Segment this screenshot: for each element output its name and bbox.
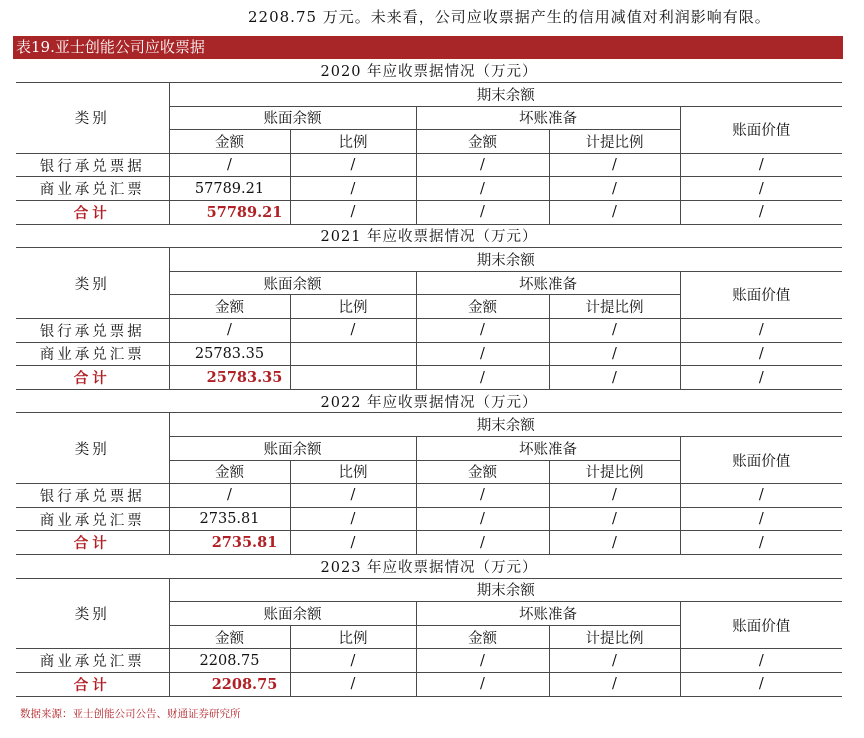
ratio-cell: / bbox=[290, 484, 416, 508]
amount-header: 金额 bbox=[169, 460, 290, 484]
amount-header: 金额 bbox=[169, 295, 290, 319]
total-row bbox=[16, 672, 842, 696]
bad-debt-amount-header: 金额 bbox=[416, 460, 549, 484]
provision-ratio-header: 计提比例 bbox=[549, 130, 680, 154]
amount-cell: 2735.81 bbox=[169, 531, 290, 555]
book-balance-header: 账面余额 bbox=[169, 602, 416, 626]
book-value-cell: / bbox=[680, 531, 842, 555]
section-title-row bbox=[16, 59, 842, 83]
row-label: 商业承兑汇票 bbox=[16, 342, 169, 366]
book-value-header: 账面价值 bbox=[680, 602, 842, 649]
bad-debt-amount-cell: / bbox=[416, 153, 549, 177]
book-value-header: 账面价值 bbox=[680, 106, 842, 153]
row-label: 银行承兑票据 bbox=[16, 153, 169, 177]
table-row bbox=[16, 342, 842, 366]
receivables-table bbox=[16, 59, 842, 697]
provision-ratio-cell: / bbox=[549, 342, 680, 366]
bad-debt-amount-cell: / bbox=[416, 201, 549, 225]
bad-debt-provision-header: 坏账准备 bbox=[416, 106, 680, 130]
ratio-cell: / bbox=[290, 153, 416, 177]
period-balance-header: 期末余额 bbox=[169, 578, 842, 602]
table-row bbox=[16, 484, 842, 508]
header-row bbox=[16, 248, 842, 272]
bad-debt-amount-header: 金额 bbox=[416, 625, 549, 649]
provision-ratio-cell: / bbox=[549, 507, 680, 531]
book-value-cell: / bbox=[680, 201, 842, 225]
book-value-cell: / bbox=[680, 507, 842, 531]
amount-cell: 57789.21 bbox=[169, 201, 290, 225]
amount-cell: 2208.75 bbox=[169, 672, 290, 696]
amount-cell: 2735.81 bbox=[169, 507, 290, 531]
section-title: 2020 年应收票据情况（万元） bbox=[16, 59, 842, 83]
table-row bbox=[16, 153, 842, 177]
book-value-cell: / bbox=[680, 366, 842, 390]
category-header: 类别 bbox=[16, 413, 169, 484]
provision-ratio-cell: / bbox=[549, 201, 680, 225]
bad-debt-amount-cell: / bbox=[416, 507, 549, 531]
table-row bbox=[16, 177, 842, 201]
amount-cell: 57789.21 bbox=[169, 177, 290, 201]
book-value-header: 账面价值 bbox=[680, 437, 842, 484]
bad-debt-provision-header: 坏账准备 bbox=[416, 271, 680, 295]
book-value-cell: / bbox=[680, 319, 842, 343]
header-row bbox=[16, 413, 842, 437]
section-title: 2021 年应收票据情况（万元） bbox=[16, 224, 842, 248]
book-balance-header: 账面余额 bbox=[169, 437, 416, 461]
provision-ratio-cell: / bbox=[549, 672, 680, 696]
book-value-cell: / bbox=[680, 342, 842, 366]
period-balance-header: 期末余额 bbox=[169, 413, 842, 437]
ratio-header: 比例 bbox=[290, 460, 416, 484]
amount-cell: 25783.35 bbox=[169, 342, 290, 366]
category-header: 类别 bbox=[16, 83, 169, 154]
amount-cell: 2208.75 bbox=[169, 649, 290, 673]
amount-cell: / bbox=[169, 484, 290, 508]
book-value-header: 账面价值 bbox=[680, 271, 842, 318]
section-title: 2023 年应收票据情况（万元） bbox=[16, 554, 842, 578]
bad-debt-amount-cell: / bbox=[416, 177, 549, 201]
row-label: 合计 bbox=[16, 672, 169, 696]
bad-debt-amount-cell: / bbox=[416, 672, 549, 696]
ratio-header: 比例 bbox=[290, 625, 416, 649]
ratio-cell: / bbox=[290, 319, 416, 343]
total-row bbox=[16, 201, 842, 225]
total-row bbox=[16, 531, 842, 555]
table-row bbox=[16, 507, 842, 531]
bad-debt-amount-cell: / bbox=[416, 484, 549, 508]
ratio-cell bbox=[290, 366, 416, 390]
bad-debt-amount-header: 金额 bbox=[416, 295, 549, 319]
row-label: 商业承兑汇票 bbox=[16, 177, 169, 201]
ratio-header: 比例 bbox=[290, 295, 416, 319]
bad-debt-amount-header: 金额 bbox=[416, 130, 549, 154]
header-row bbox=[16, 83, 842, 107]
ratio-cell: / bbox=[290, 177, 416, 201]
row-label: 合计 bbox=[16, 366, 169, 390]
ratio-cell: / bbox=[290, 201, 416, 225]
row-label: 商业承兑汇票 bbox=[16, 507, 169, 531]
bad-debt-amount-cell: / bbox=[416, 531, 549, 555]
bad-debt-amount-cell: / bbox=[416, 319, 549, 343]
row-label: 银行承兑票据 bbox=[16, 484, 169, 508]
amount-header: 金额 bbox=[169, 130, 290, 154]
ratio-cell: / bbox=[290, 649, 416, 673]
bad-debt-provision-header: 坏账准备 bbox=[416, 602, 680, 626]
bad-debt-provision-header: 坏账准备 bbox=[416, 437, 680, 461]
category-header: 类别 bbox=[16, 248, 169, 319]
table-caption: 表19.亚士创能公司应收票据 bbox=[13, 36, 843, 59]
row-label: 商业承兑汇票 bbox=[16, 649, 169, 673]
amount-cell: / bbox=[169, 319, 290, 343]
book-value-cell: / bbox=[680, 177, 842, 201]
bad-debt-amount-cell: / bbox=[416, 649, 549, 673]
row-label: 银行承兑票据 bbox=[16, 319, 169, 343]
amount-header: 金额 bbox=[169, 625, 290, 649]
table-row bbox=[16, 319, 842, 343]
bad-debt-amount-cell: / bbox=[416, 342, 549, 366]
row-label: 合计 bbox=[16, 201, 169, 225]
book-balance-header: 账面余额 bbox=[169, 106, 416, 130]
section-title-row bbox=[16, 224, 842, 248]
book-value-cell: / bbox=[680, 484, 842, 508]
section-title-row bbox=[16, 389, 842, 413]
provision-ratio-cell: / bbox=[549, 177, 680, 201]
provision-ratio-cell: / bbox=[549, 153, 680, 177]
bad-debt-amount-cell: / bbox=[416, 366, 549, 390]
ratio-cell: / bbox=[290, 672, 416, 696]
provision-ratio-cell: / bbox=[549, 531, 680, 555]
amount-cell: / bbox=[169, 153, 290, 177]
row-label: 合计 bbox=[16, 531, 169, 555]
provision-ratio-cell: / bbox=[549, 484, 680, 508]
book-value-cell: / bbox=[680, 153, 842, 177]
period-balance-header: 期末余额 bbox=[169, 83, 842, 107]
book-value-cell: / bbox=[680, 649, 842, 673]
provision-ratio-cell: / bbox=[549, 366, 680, 390]
book-balance-header: 账面余额 bbox=[169, 271, 416, 295]
table-row bbox=[16, 649, 842, 673]
intro-paragraph: 2208.75 万元。未来看，公司应收票据产生的信用减值对利润影响有限。 bbox=[248, 8, 771, 26]
ratio-cell bbox=[290, 342, 416, 366]
provision-ratio-header: 计提比例 bbox=[549, 625, 680, 649]
ratio-cell: / bbox=[290, 507, 416, 531]
provision-ratio-cell: / bbox=[549, 649, 680, 673]
book-value-cell: / bbox=[680, 672, 842, 696]
provision-ratio-header: 计提比例 bbox=[549, 295, 680, 319]
amount-cell: 25783.35 bbox=[169, 366, 290, 390]
provision-ratio-cell: / bbox=[549, 319, 680, 343]
period-balance-header: 期末余额 bbox=[169, 248, 842, 272]
ratio-cell: / bbox=[290, 531, 416, 555]
provision-ratio-header: 计提比例 bbox=[549, 460, 680, 484]
data-source-note: 数据来源：亚士创能公司公告、财通证券研究所 bbox=[20, 708, 241, 720]
total-row bbox=[16, 366, 842, 390]
category-header: 类别 bbox=[16, 578, 169, 649]
header-row bbox=[16, 578, 842, 602]
ratio-header: 比例 bbox=[290, 130, 416, 154]
section-title-row bbox=[16, 554, 842, 578]
section-title: 2022 年应收票据情况（万元） bbox=[16, 389, 842, 413]
